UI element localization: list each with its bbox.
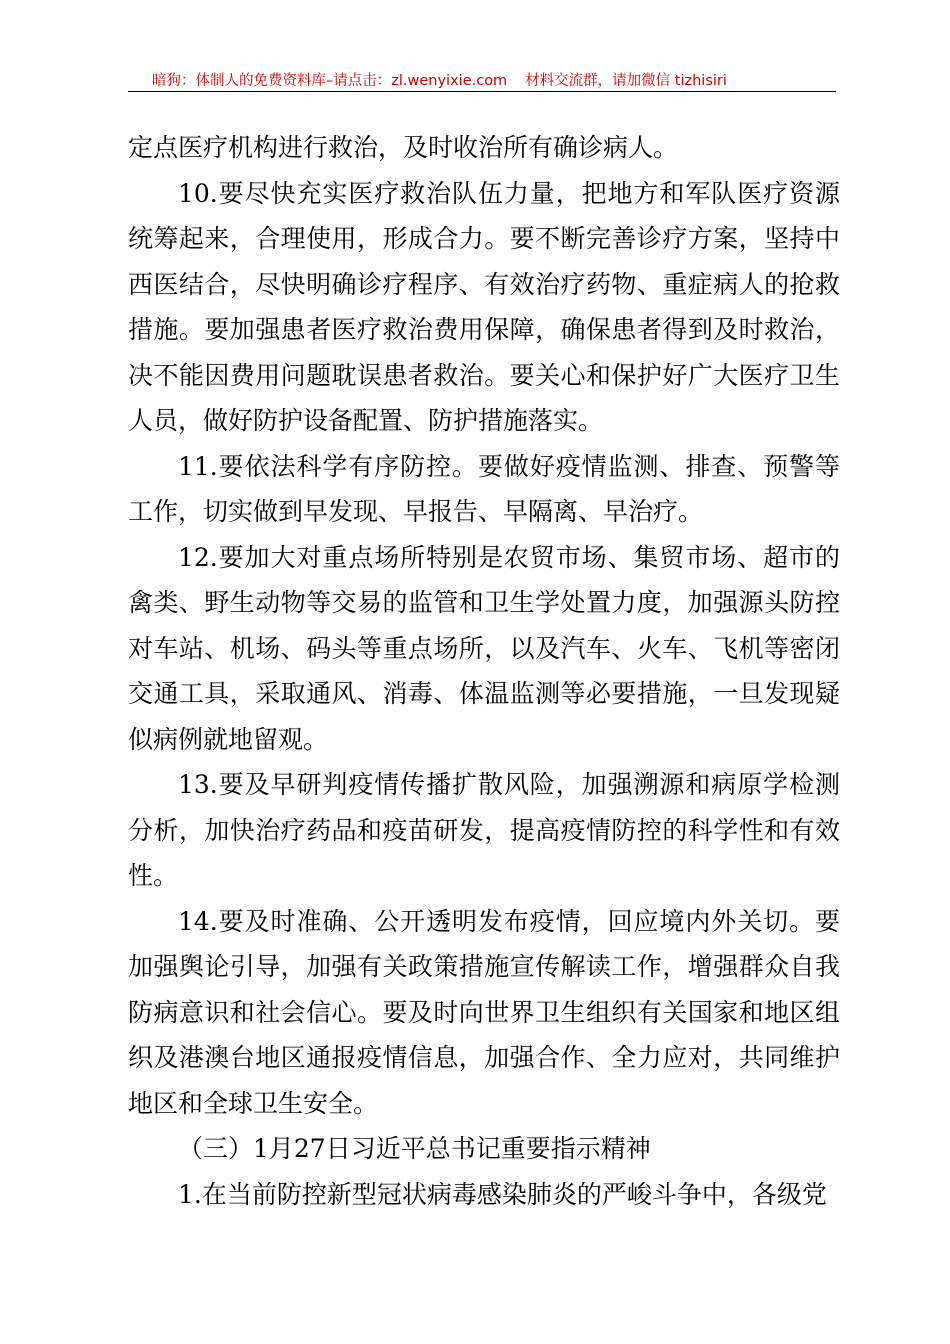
paragraph-13: 13.要及早研判疫情传播扩散风险，加强溯源和病原学检测分析，加快治疗药品和疫苗研发，提高疫情防控的科学性和有效性。 bbox=[128, 770, 840, 890]
page-header bbox=[0, 62, 950, 92]
header-banner bbox=[152, 69, 727, 90]
paragraph-1: 1.在当前防控新型冠状病毒感染肺炎的严峻斗争中，各级党 bbox=[178, 1179, 827, 1209]
section-heading: （三）1月27日习近平总书记重要指示精神 bbox=[178, 1134, 651, 1163]
header-divider bbox=[128, 91, 836, 92]
header-link[interactable]: –请点击：zl.wenyixie.com bbox=[326, 73, 508, 89]
paragraph-14: 14.要及时准确、公开透明发布疫情，回应境内外关切。要加强舆论引导，加强有关政策措施宣传解读工作，增强群众自我防病意识和社会信心。要及时向世界卫生组织有关国家和地区组织及港澳台地区通报疫情信息，加强合作、全力应对，共同维护地区和全球卫生安全。 bbox=[128, 906, 840, 1118]
paragraph-11: 11.要依法科学有序防控。要做好疫情监测、排查、预警等工作，切实做到早发现、早报告、早隔离、早治疗。 bbox=[128, 451, 840, 526]
header-contact: 材料交流群，请加微信 tizhisiri bbox=[525, 73, 727, 89]
paragraph-continued: 定点医疗机构进行救治，及时收治所有确诊病人。 bbox=[128, 133, 679, 162]
paragraph-12: 12.要加大对重点场所特别是农贸市场、集贸市场、超市的禽类、野生动物等交易的监管和卫生学处置力度，加强源头防控对车站、机场、码头等重点场所，以及汽车、火车、飞机等密闭交通工具，采取通风、消毒、体温监测等必要措施，一旦发现疑似病例就地留观。 bbox=[128, 542, 840, 754]
header-site-name: 暗狗：体制人的免费资料库 bbox=[152, 73, 326, 89]
document-body bbox=[128, 125, 840, 1217]
paragraph-10: 10.要尽快充实医疗救治队伍力量，把地方和军队医疗资源统筹起来，合理使用，形成合力。要不断完善诊疗方案，坚持中西医结合，尽快明确诊疗程序、有效治疗药物、重症病人的抢救措施。要加强患者医疗救治费用保障，确保患者得到及时救治，决不能因费用问题耽误患者救治。要关心和保护好广大医疗卫生人员，做好防护设备配置、防护措施落实。 bbox=[128, 178, 840, 435]
